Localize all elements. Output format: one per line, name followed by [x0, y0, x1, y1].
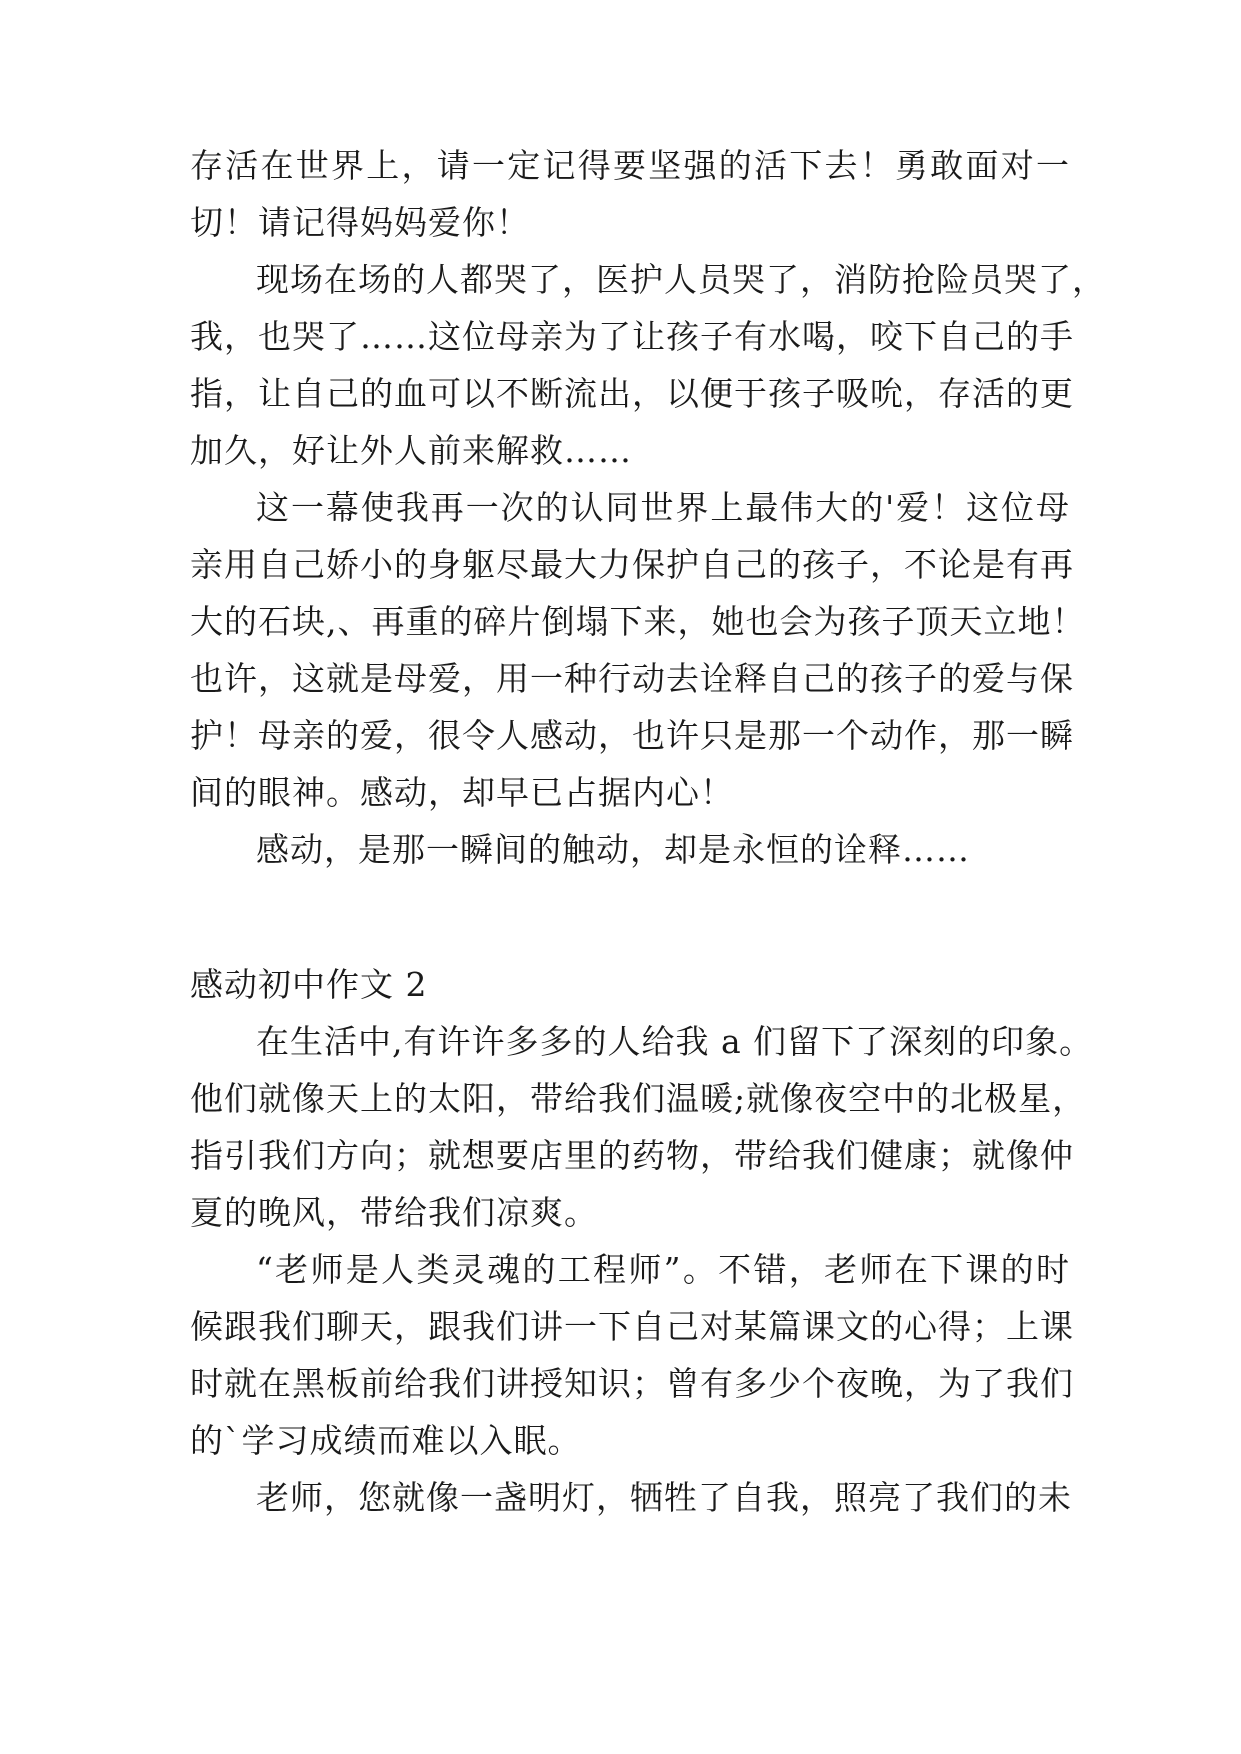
paragraph-line: 加久，好让外人前来解救…… [190, 431, 632, 470]
paragraph-line: 我，也哭了……这位母亲为了让孩子有水喝，咬下自己的手 [190, 317, 1074, 356]
paragraph-line: 夏的晚风，带给我们凉爽。 [190, 1193, 598, 1232]
paragraph-line: 感动，是那一瞬间的触动，却是永恒的诠释…… [256, 830, 970, 869]
paragraph-line: 这一幕使我再一次的认同世界上最伟大的'爱！这位母 [256, 488, 1070, 527]
paragraph-line: 在生活中,有许许多多的人给我 a 们留下了深刻的印象。 [256, 1022, 1094, 1061]
paragraph-line: 时就在黑板前给我们讲授知识；曾有多少个夜晚，为了我们 [190, 1364, 1074, 1403]
paragraph-line: 间的眼神。感动，却早已占据内心！ [190, 773, 734, 812]
paragraph-line: 存活在世界上，请一定记得要坚强的活下去！勇敢面对一 [190, 146, 1070, 185]
paragraph-line: 的`学习成绩而难以入眠。 [190, 1421, 582, 1460]
paragraph-line: 他们就像天上的太阳，带给我们温暖;就像夜空中的北极星， [190, 1079, 1087, 1118]
paragraph-line: 现场在场的人都哭了，医护人员哭了，消防抢险员哭了， [256, 260, 1106, 299]
paragraph-line: 护！母亲的爱，很令人感动，也许只是那一个动作，那一瞬 [190, 716, 1074, 755]
paragraph-line: 切！请记得妈妈爱你！ [190, 203, 530, 242]
section-heading: 感动初中作文 2 [190, 965, 428, 1004]
paragraph-line: 也许，这就是母爱，用一种行动去诠释自己的孩子的爱与保 [190, 659, 1074, 698]
paragraph-line: 老师，您就像一盏明灯，牺牲了自我，照亮了我们的未 [256, 1478, 1072, 1517]
paragraph-line: “老师是人类灵魂的工程师”。不错，老师在下课的时 [256, 1250, 1070, 1289]
paragraph-line: 指，让自己的血可以不断流出，以便于孩子吸吮，存活的更 [190, 374, 1074, 413]
paragraph-line: 指引我们方向；就想要店里的药物，带给我们健康；就像仲 [190, 1136, 1074, 1175]
paragraph-line: 大的石块,、再重的碎片倒塌下来，她也会为孩子顶天立地！ [190, 602, 1086, 641]
paragraph-line: 亲用自己娇小的身躯尽最大力保护自己的孩子，不论是有再 [190, 545, 1074, 584]
paragraph-line: 候跟我们聊天，跟我们讲一下自己对某篇课文的心得；上课 [190, 1307, 1074, 1346]
